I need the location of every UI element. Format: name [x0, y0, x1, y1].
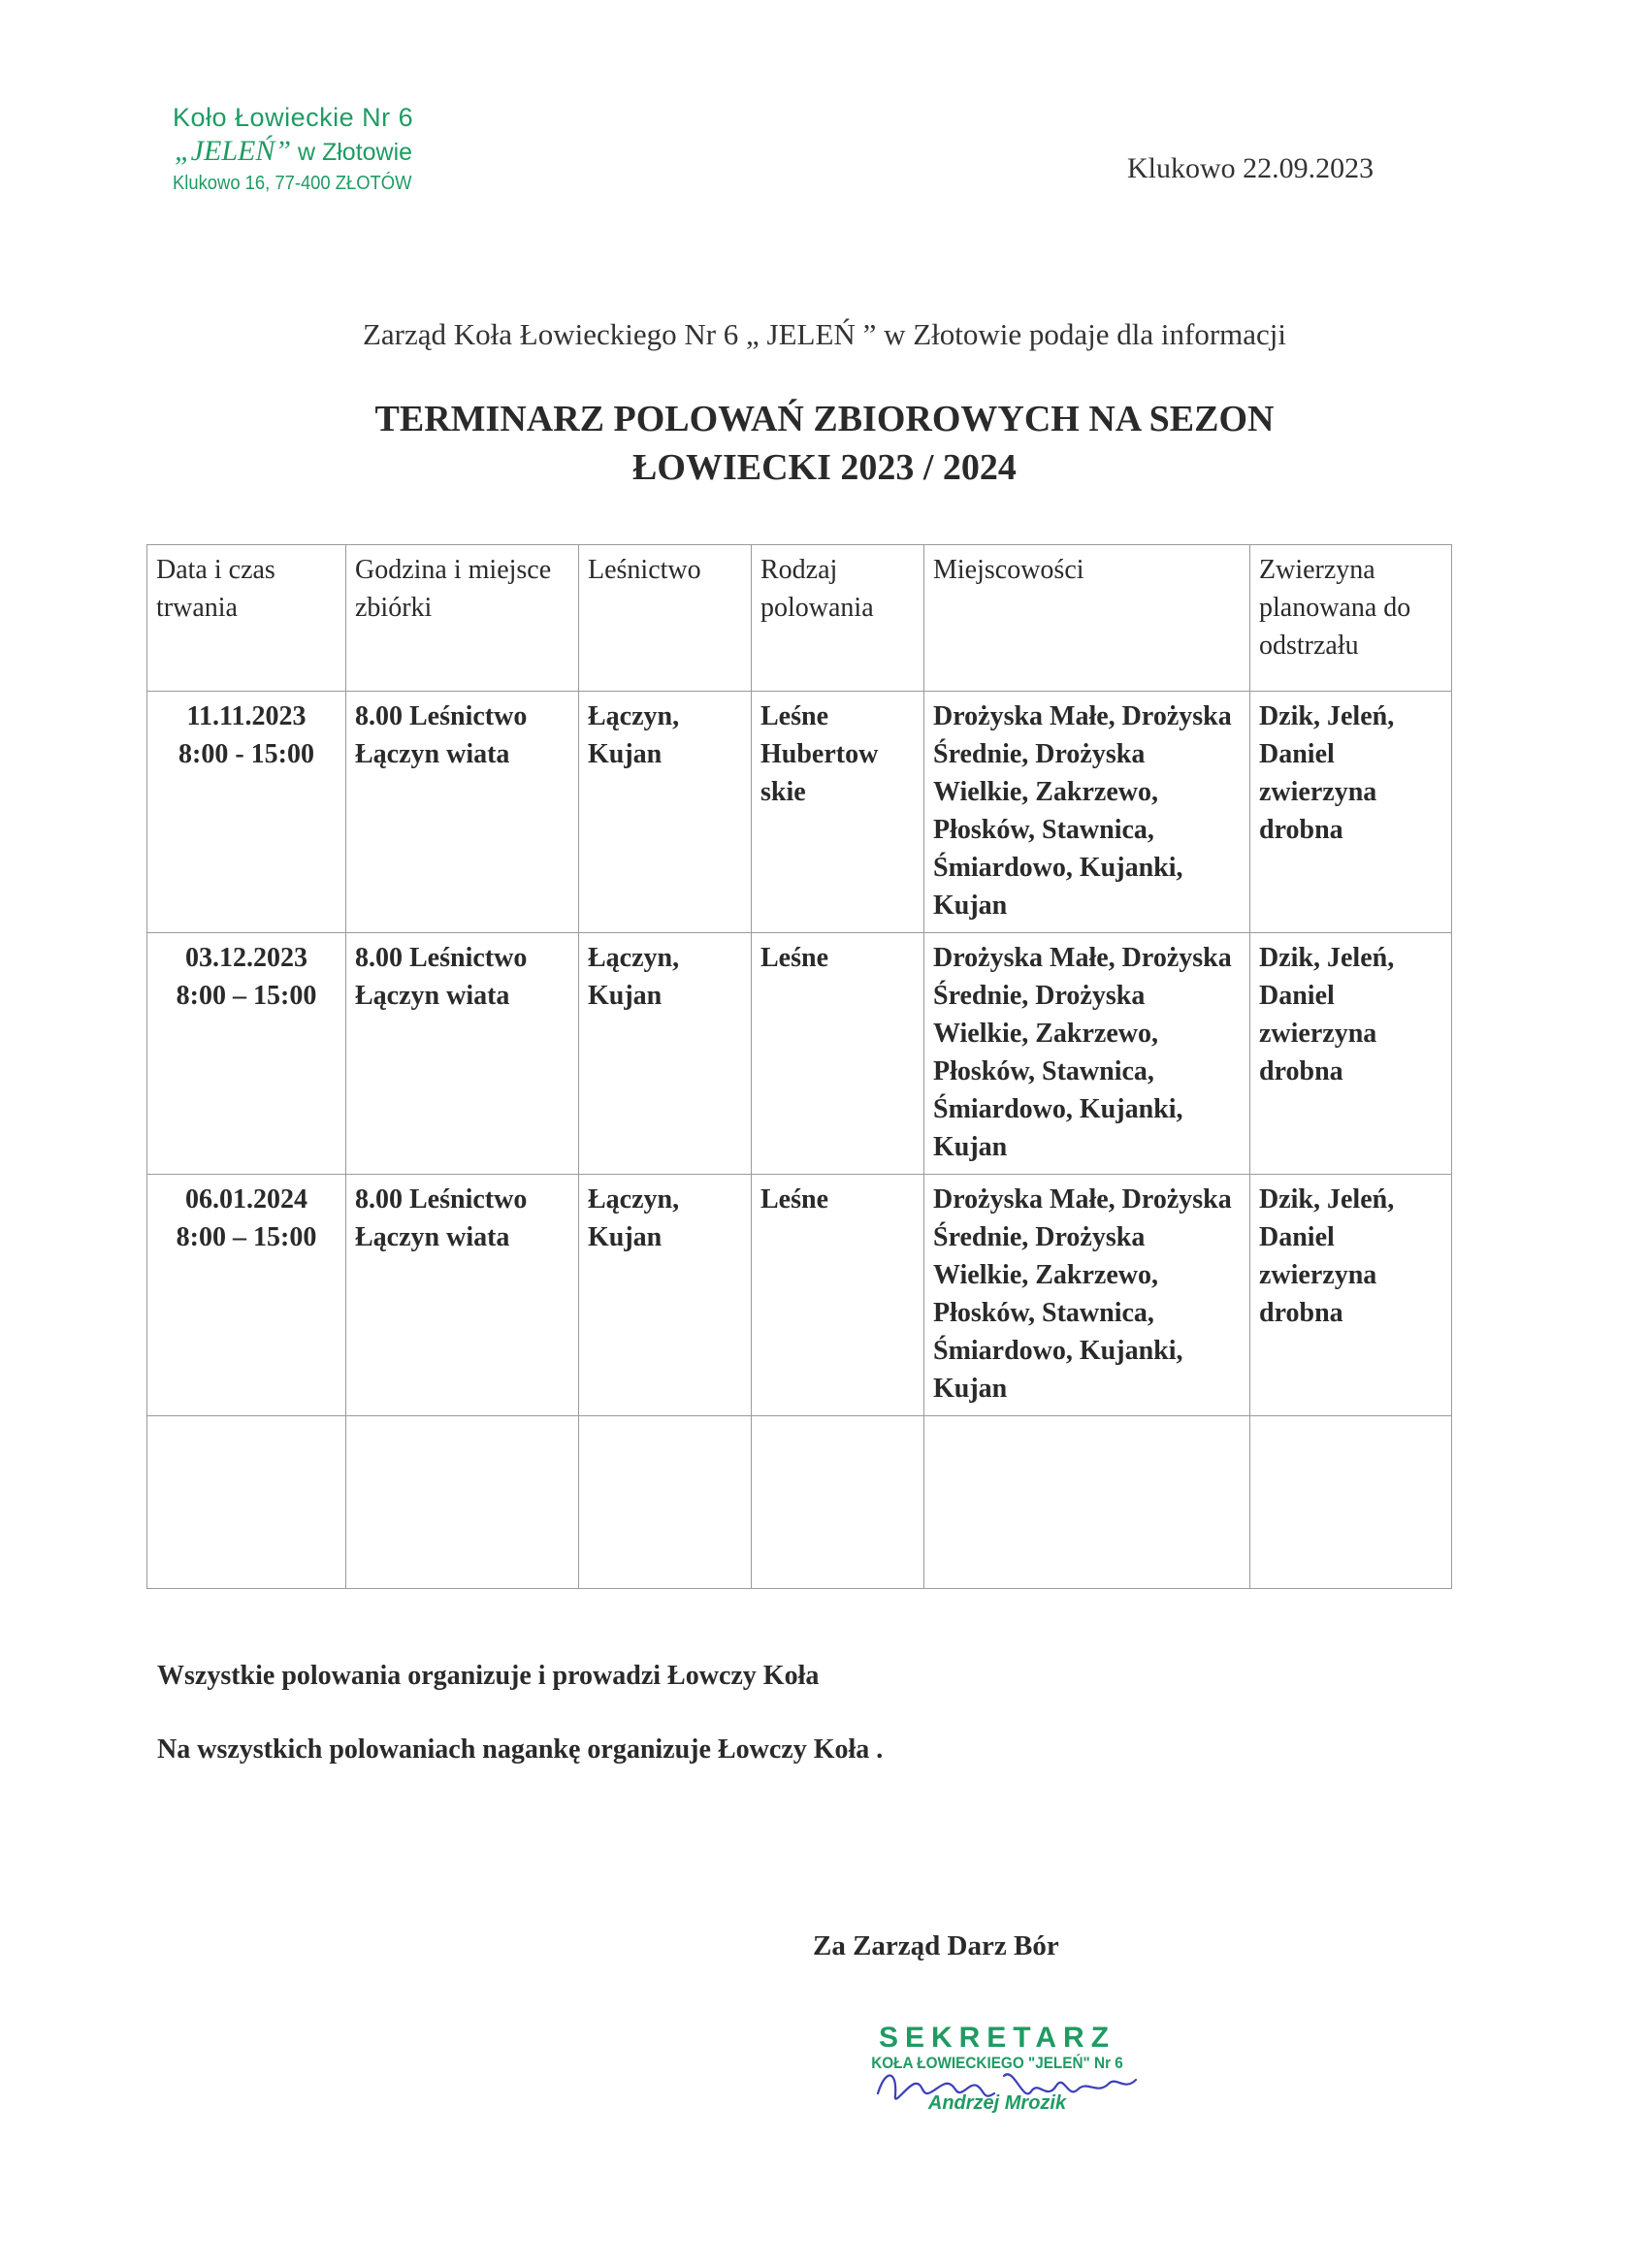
cell-type: Leśne	[752, 933, 924, 1175]
cell-places: Drożyska Małe, Drożyska Średnie, Drożyska Wielkie, Zakrzewo, Płosków, Stawnica, Śmiardowo, Kujanki, Kujan	[924, 1175, 1250, 1416]
signoff: Za Zarząd Darz Bór	[813, 1930, 1059, 1961]
empty-cell	[579, 1416, 752, 1589]
letterhead-stamp	[173, 100, 433, 198]
cell-meeting: 8.00 Leśnictwo Łączyn wiata	[346, 692, 579, 933]
cell-meeting: 8.00 Leśnictwo Łączyn wiata	[346, 933, 579, 1175]
cell-date: 06.01.2024 8:00 – 15:00	[147, 1175, 346, 1416]
table-row-empty	[147, 1416, 1452, 1589]
header-game: Zwierzyna planowana do odstrzału	[1250, 545, 1452, 692]
cell-forestry: Łączyn, Kujan	[579, 1175, 752, 1416]
title-line-2: ŁOWIECKI 2023 / 2024	[632, 447, 1017, 488]
table-row	[147, 933, 1452, 1175]
cell-type: Leśne	[752, 1175, 924, 1416]
cell-date: 03.12.2023 8:00 – 15:00	[147, 933, 346, 1175]
document-date: Klukowo 22.09.2023	[1127, 152, 1374, 184]
cell-places: Drożyska Małe, Drożyska Średnie, Drożyska Wielkie, Zakrzewo, Płosków, Stawnica, Śmiardowo, Kujanki, Kujan	[924, 933, 1250, 1175]
empty-cell	[924, 1416, 1250, 1589]
cell-game: Dzik, Jeleń, Daniel zwierzyna drobna	[1250, 692, 1452, 933]
cell-places: Drożyska Małe, Drożyska Średnie, Drożyska Wielkie, Zakrzewo, Płosków, Stawnica, Śmiardowo, Kujanki, Kujan	[924, 692, 1250, 933]
empty-cell	[346, 1416, 579, 1589]
cell-date: 11.11.2023 8:00 - 15:00	[147, 692, 346, 933]
stamp-title: SEKRETARZ	[878, 2022, 1116, 2054]
cell-game: Dzik, Jeleń, Daniel zwierzyna drobna	[1250, 1175, 1452, 1416]
header-meeting: Godzina i miejsce zbiórki	[346, 545, 579, 692]
note-organizer: Wszystkie polowania organizuje i prowadzi Łowczy Koła	[157, 1661, 820, 1691]
stamp-person: Andrzej Mrozik	[927, 2092, 1067, 2114]
club-nickname: „JELEŃ”	[175, 135, 292, 167]
title-line-1: TERMINARZ POLOWAŃ ZBIOROWYCH NA SEZON	[374, 399, 1275, 439]
cell-meeting: 8.00 Leśnictwo Łączyn wiata	[346, 1175, 579, 1416]
stamp-organization: KOŁA ŁOWIECKIEGO "JELEŃ" Nr 6	[871, 2054, 1123, 2072]
header-date: Data i czas trwania	[147, 545, 346, 692]
cell-forestry: Łączyn, Kujan	[579, 692, 752, 933]
club-name: Koło Łowieckie Nr 6	[173, 103, 414, 132]
cell-game: Dzik, Jeleń, Daniel zwierzyna drobna	[1250, 933, 1452, 1175]
cell-type: Leśne Hubertow skie	[752, 692, 924, 933]
table-header-row	[147, 545, 1452, 692]
document-title	[0, 395, 1649, 492]
empty-cell	[752, 1416, 924, 1589]
empty-cell	[147, 1416, 346, 1589]
table-row	[147, 1175, 1452, 1416]
empty-cell	[1250, 1416, 1452, 1589]
club-name-line2	[173, 135, 433, 169]
intro-text: Zarząd Koła Łowieckiego Nr 6 „ JELEŃ ” w Złotowie podaje dla informacji	[362, 317, 1287, 351]
table-row	[147, 692, 1452, 933]
club-location: w Złotowie	[291, 139, 413, 166]
header-places: Miejscowości	[924, 545, 1250, 692]
note-beaters: Na wszystkich polowaniach nagankę organizuje Łowczy Koła .	[157, 1734, 884, 1765]
cell-forestry: Łączyn, Kujan	[579, 933, 752, 1175]
hunt-schedule-table	[146, 544, 1452, 1589]
club-address: Klukowo 16, 77-400 ZŁOTÓW	[173, 173, 412, 194]
handwritten-signature	[868, 2057, 1149, 2115]
header-forestry: Leśnictwo	[579, 545, 752, 692]
header-type: Rodzaj polowania	[752, 545, 924, 692]
